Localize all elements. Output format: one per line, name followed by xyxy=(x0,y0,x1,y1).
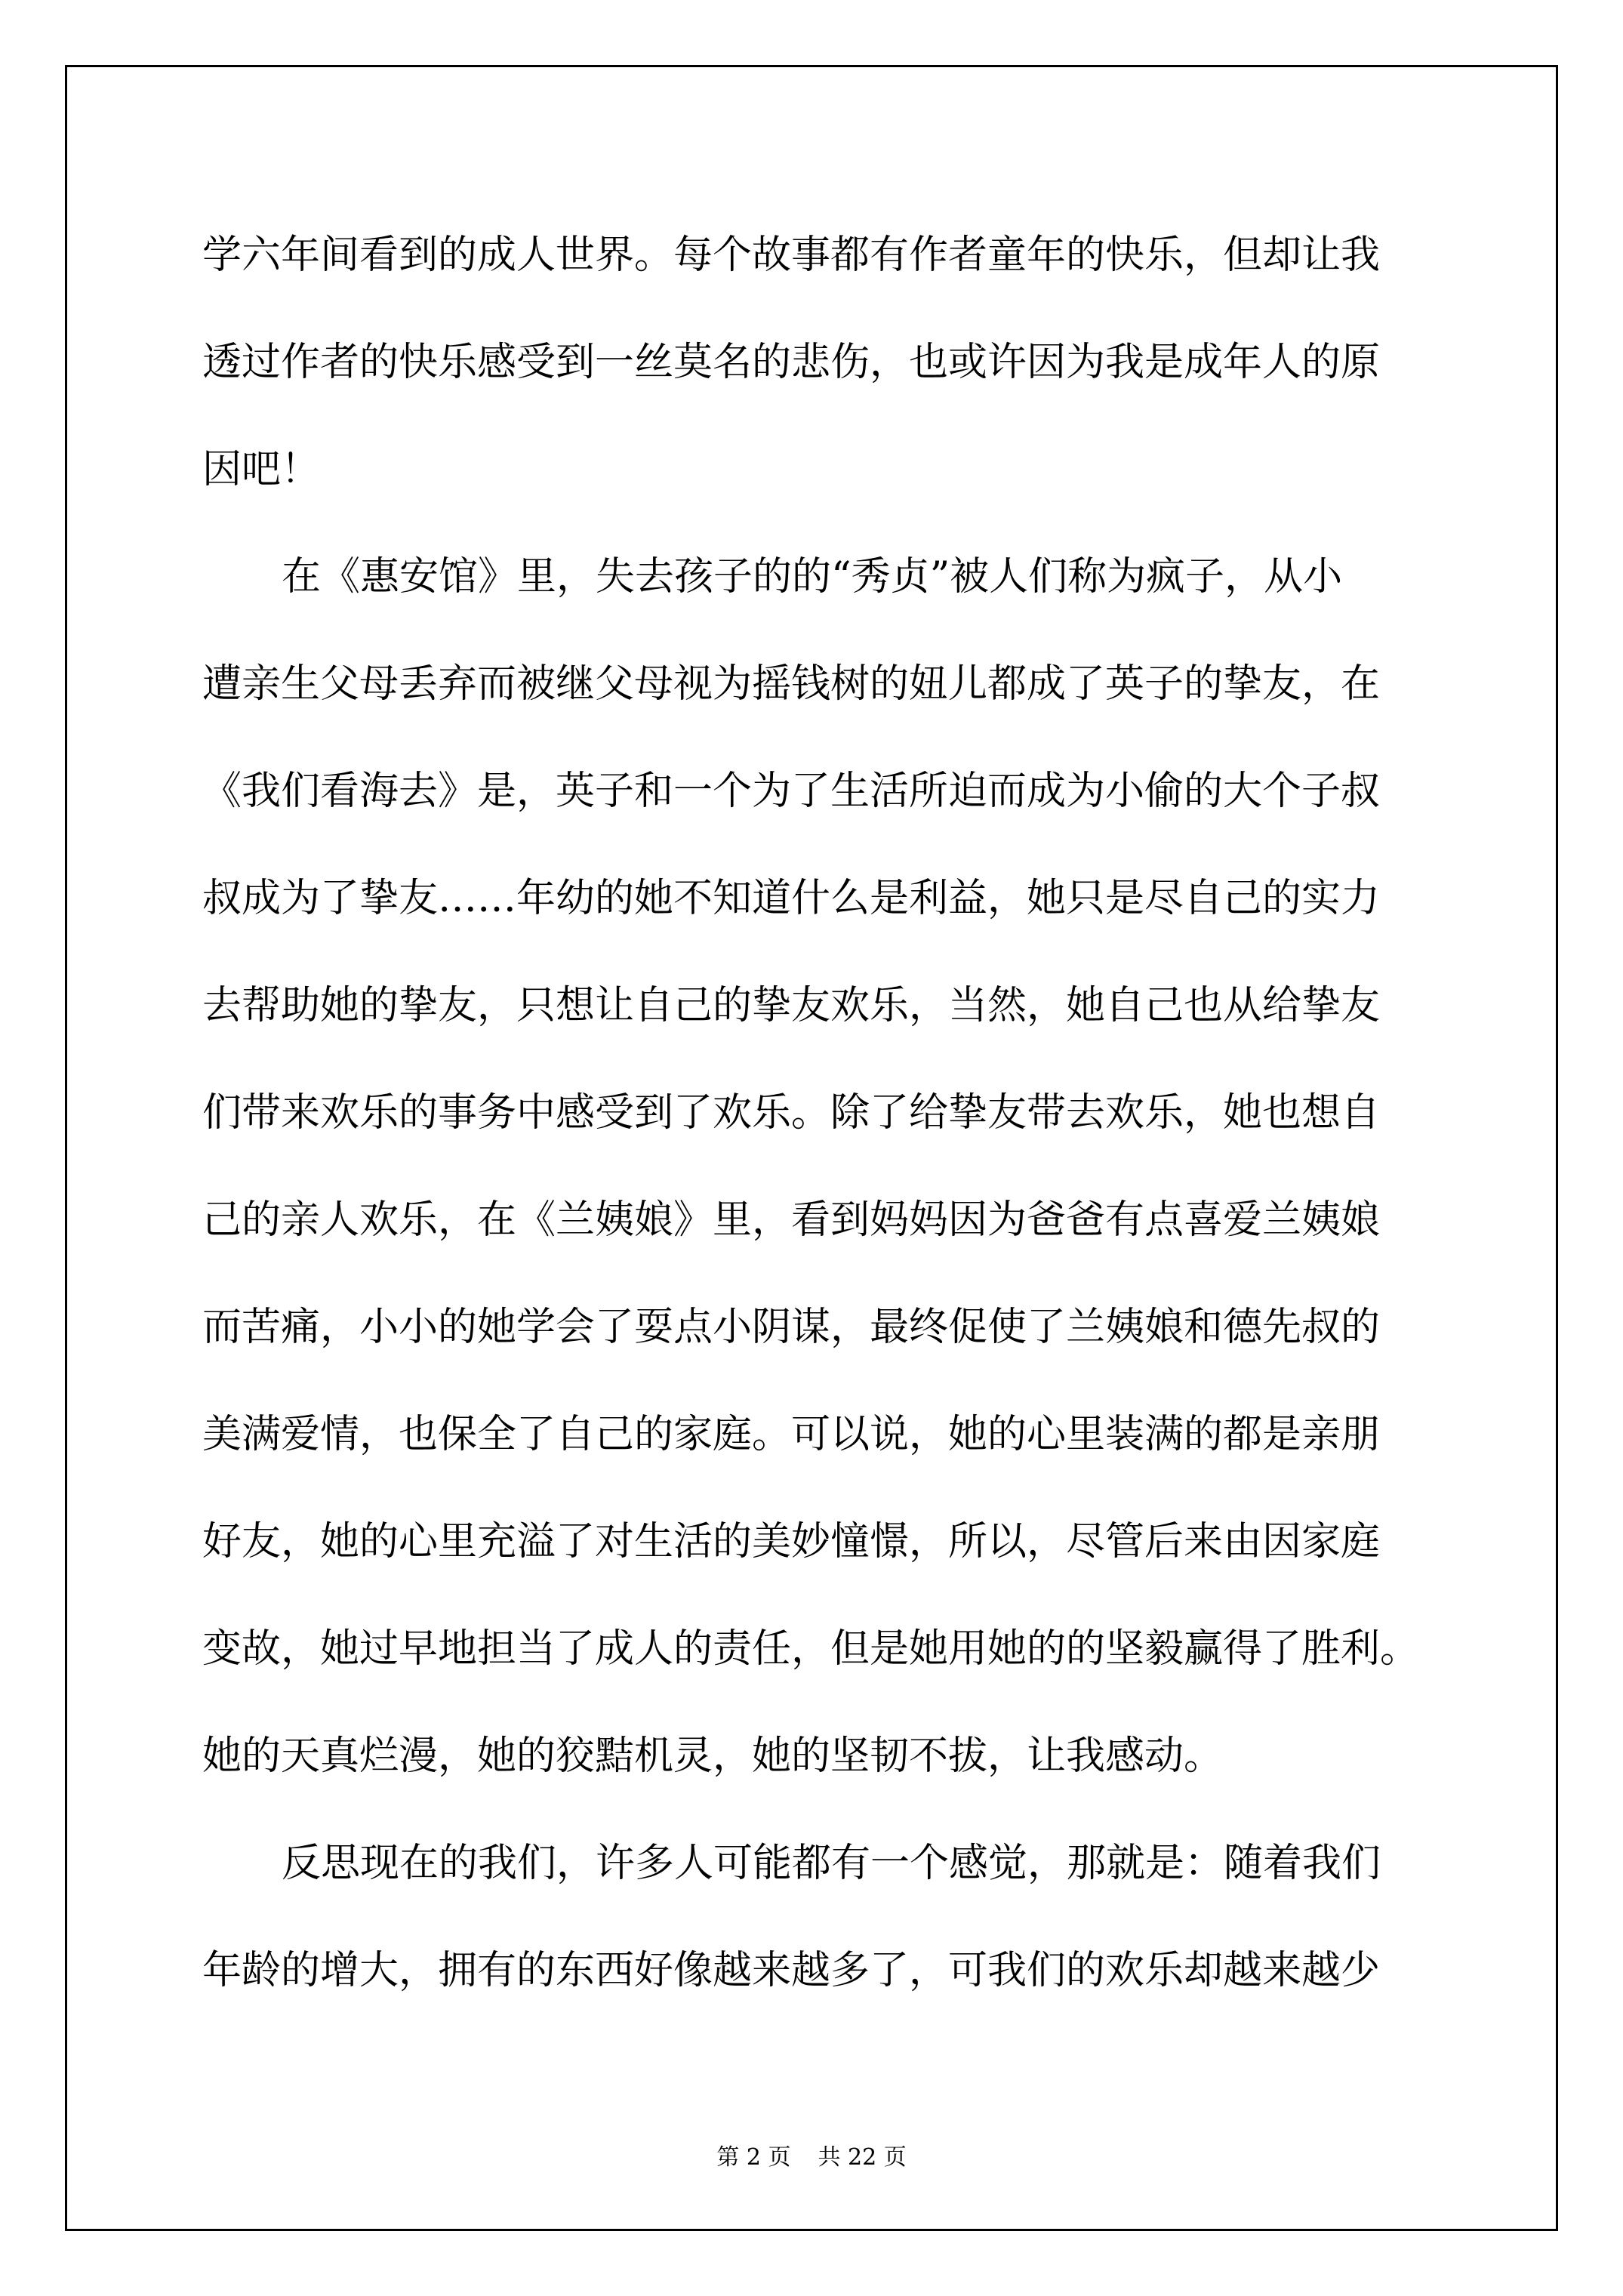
text-line-2: 透过作者的快乐感受到一丝莫名的悲伤，也或许因为我是成年人的原 xyxy=(202,340,1381,385)
page-total: 共 22 页 xyxy=(818,2144,907,2171)
text-line-9: 们带来欢乐的事务中感受到了欢乐。除了给挚友带去欢乐，她也想自 xyxy=(202,1090,1381,1136)
text-line-14: 变故，她过早地担当了成人的责任，但是她用她的的坚毅赢得了胜利。 xyxy=(202,1626,1420,1672)
text-line-7: 叔成为了挚友……年幼的她不知道什么是利益，她只是尽自己的实力 xyxy=(202,876,1381,921)
page-footer xyxy=(0,2143,1623,2173)
text-line-12: 美满爱情，也保全了自己的家庭。可以说，她的心里装满的都是亲朋 xyxy=(202,1412,1381,1457)
text-line-3: 因吧！ xyxy=(202,447,321,492)
text-line-8: 去帮助她的挚友，只想让自己的挚友欢乐，当然，她自己也从给挚友 xyxy=(202,983,1381,1028)
text-line-15: 她的天真烂漫，她的狡黠机灵，她的坚韧不拔，让我感动。 xyxy=(202,1734,1224,1779)
text-line-13: 好友，她的心里充溢了对生活的美妙憧憬，所以，尽管后来由因家庭 xyxy=(202,1519,1381,1564)
text-line-16: 反思现在的我们，许多人可能都有一个感觉，那就是：随着我们 xyxy=(282,1841,1381,1886)
text-line-5: 遭亲生父母丢弃而被继父母视为摇钱树的妞儿都成了英子的挚友，在 xyxy=(202,661,1381,707)
page-number: 第 2 页 xyxy=(716,2144,791,2171)
text-line-10: 己的亲人欢乐，在《兰姨娘》里，看到妈妈因为爸爸有点喜爱兰姨娘 xyxy=(202,1197,1381,1243)
text-line-6: 《我们看海去》是，英子和一个为了生活所迫而成为小偷的大个子叔 xyxy=(202,769,1381,814)
text-line-11: 而苦痛，小小的她学会了耍点小阴谋，最终促使了兰姨娘和德先叔的 xyxy=(202,1305,1381,1350)
text-line-17: 年龄的增大，拥有的东西好像越来越多了，可我们的欢乐却越来越少 xyxy=(202,1948,1381,1993)
text-line-1: 学六年间看到的成人世界。每个故事都有作者童年的快乐，但却让我 xyxy=(202,233,1381,278)
text-line-4: 在《惠安馆》里，失去孩子的的“秀贞”被人们称为疯子，从小 xyxy=(282,554,1343,599)
